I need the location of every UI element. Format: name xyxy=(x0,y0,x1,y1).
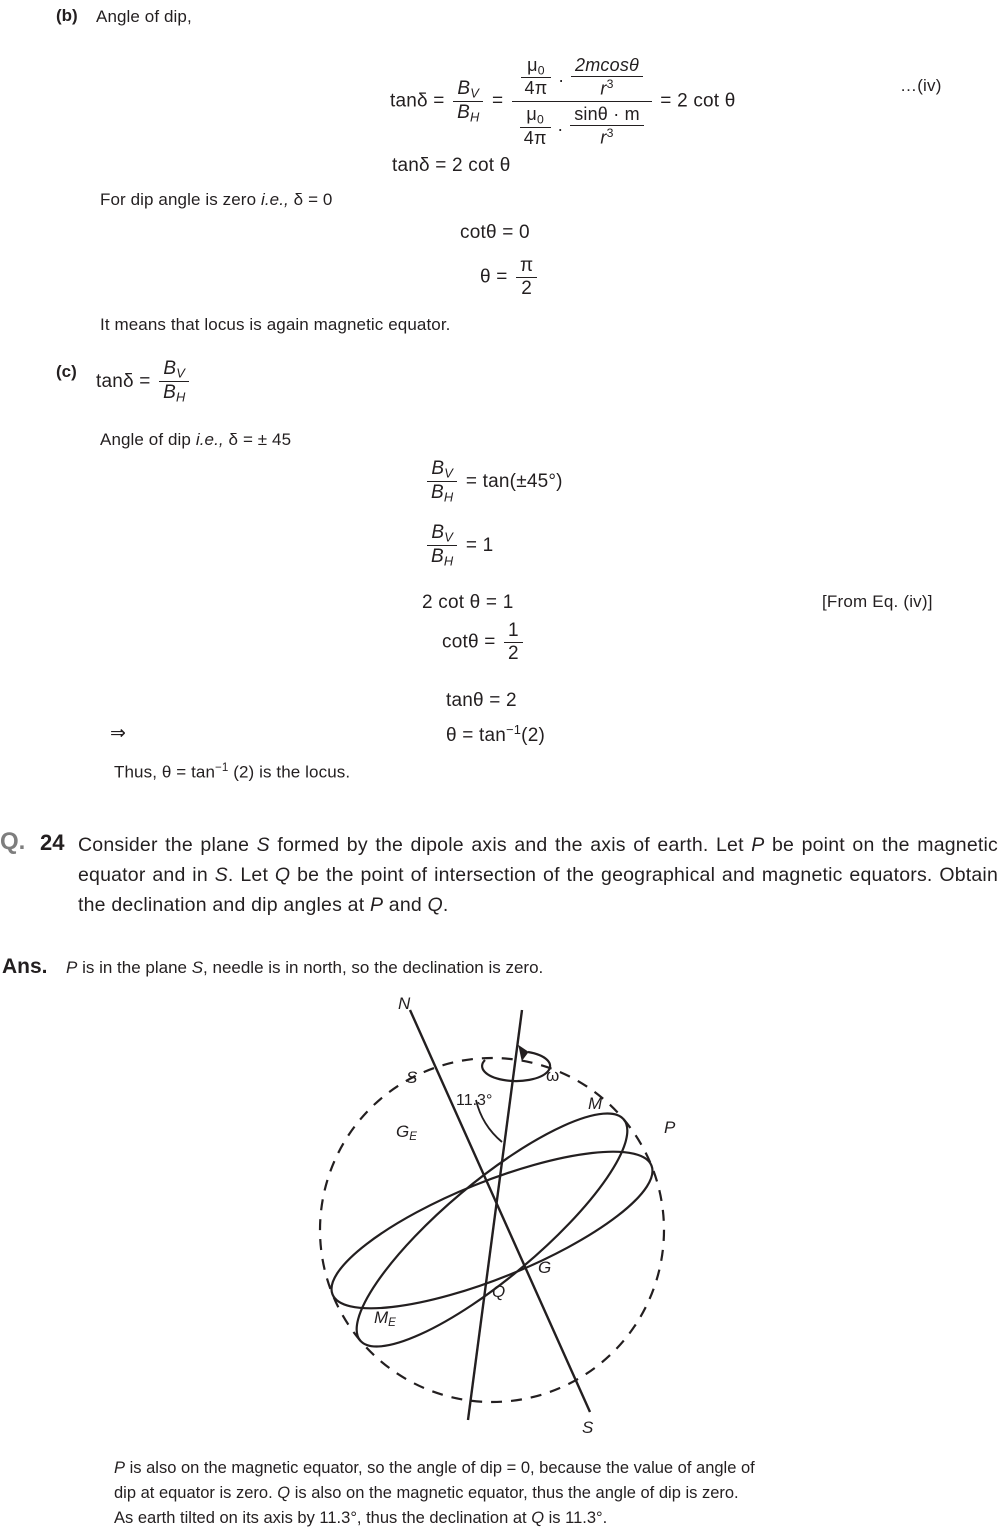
equation-dip-main xyxy=(390,55,736,148)
bv-2: B xyxy=(431,522,445,543)
label-dipole-north: S xyxy=(406,1068,418,1087)
ge-sub: E xyxy=(409,1131,417,1144)
bv-over-bh-1 xyxy=(427,458,457,506)
question-number: 24 xyxy=(40,830,65,855)
question-text: Consider the plane S formed by the dipole axis and the axis of earth. Let P be point on the magnetic equator and in S. Let Q be the point of intersection of the geographical and magnetic equators. Obtain the declination and dip angles at P and Q. xyxy=(78,834,998,916)
ge-letter: G xyxy=(396,1122,410,1141)
bh-1-sub: H xyxy=(443,490,454,506)
fourpi-top: 4π xyxy=(521,77,552,99)
label-geographic-equator xyxy=(396,1122,417,1143)
thus-part-a: Thus, θ = tan xyxy=(114,762,216,782)
sin-theta-m: sinθ · m xyxy=(574,104,640,125)
geographic-axis xyxy=(468,1010,522,1420)
two-m-cos-theta: 2mcosθ xyxy=(575,55,639,76)
bh-c-sub: H xyxy=(175,390,186,406)
me-sub: E xyxy=(388,1317,396,1330)
line-dip-zero: For dip angle is zero i.e., δ = 0 xyxy=(100,190,333,209)
section-c-label: (c) xyxy=(56,362,77,381)
bh-symbol: B xyxy=(457,102,470,124)
mu-bot-sub: 0 xyxy=(536,112,544,127)
fourpi-bot: 4π xyxy=(520,127,551,149)
bv-over-bh-2 xyxy=(427,522,457,570)
dot-top: . xyxy=(558,65,564,86)
eq-equals-1: = xyxy=(491,90,504,112)
bv-bh-fraction xyxy=(453,78,483,126)
bv-c: B xyxy=(163,358,177,379)
line-locus-equator: It means that locus is again magnetic equator. xyxy=(100,315,451,334)
label-omega: ω xyxy=(546,1066,560,1085)
tan-delta-lhs: tanδ = xyxy=(96,370,151,392)
bv-c-sub: V xyxy=(176,365,186,381)
equation-ratio-one xyxy=(424,522,493,570)
bh-2: B xyxy=(431,546,444,568)
equation-theta-pi-2 xyxy=(480,255,540,300)
equation-tan-delta-ratio xyxy=(96,358,192,406)
label-south-pole: S xyxy=(582,1418,594,1437)
sin-theta-m-over-r3 xyxy=(570,104,644,148)
arctan-arg: (2) xyxy=(521,725,545,747)
equation-theta-arctan2 xyxy=(446,722,545,747)
note-from-eq-iv: [From Eq. (iv)] xyxy=(822,592,933,611)
equation-2cot-one: 2 cot θ = 1 xyxy=(422,592,514,613)
question-tag: Q. xyxy=(0,828,26,855)
answer-intro: P is in the plane S, needle is in north, so the declination is zero. xyxy=(66,958,544,977)
bh-subscript: H xyxy=(469,109,480,125)
pi-num: π xyxy=(520,255,534,276)
figure-svg xyxy=(290,990,710,1440)
eq-result: = 2 cot θ xyxy=(660,90,736,112)
eq1-rhs: = tan(±45°) xyxy=(465,470,563,492)
bh-2-sub: H xyxy=(443,554,454,570)
section-b-label: (b) xyxy=(56,6,78,25)
r-top-exp: 3 xyxy=(606,76,614,91)
equation-tan-two: tanθ = 2 xyxy=(446,690,517,711)
equation-tan-delta-2cot: tanδ = 2 cot θ xyxy=(392,155,511,176)
footer-line-1: P is also on the magnetic equator, so the angle of dip = 0, because the value of angle of xyxy=(114,1459,755,1477)
one-over-two xyxy=(504,620,523,665)
dipole-axis xyxy=(410,1010,590,1412)
me-letter: M xyxy=(374,1308,389,1327)
eq-lhs: tanδ = xyxy=(390,90,445,112)
label-tilt-angle: 11.3° xyxy=(456,1092,493,1109)
dot-bot: . xyxy=(557,115,563,136)
label-magnetic-axis-m: M xyxy=(588,1094,603,1113)
label-point-p: P xyxy=(664,1118,676,1137)
arctan-exp: −1 xyxy=(506,722,522,737)
bv-over-bh-c xyxy=(159,358,189,406)
section-b-title: Angle of dip, xyxy=(96,7,192,26)
bv-subscript: V xyxy=(470,85,480,101)
bh-c: B xyxy=(163,382,176,404)
cot-lhs: cotθ = xyxy=(442,631,496,653)
one-num: 1 xyxy=(507,620,519,641)
label-north-pole: N xyxy=(398,994,411,1013)
footer-line-2: dip at equator is zero. Q is also on the magnetic equator, thus the angle of dip is zero. xyxy=(114,1484,739,1502)
mu-top: μ xyxy=(527,55,538,75)
mu-top-sub: 0 xyxy=(537,63,545,78)
bv-2-sub: V xyxy=(444,529,454,545)
bv-symbol: B xyxy=(457,77,471,99)
thus-part-b: (2) is the locus. xyxy=(228,762,351,782)
spin-arrow-head xyxy=(519,1046,528,1060)
equation-number-iv: …(iv) xyxy=(900,76,942,95)
theta-arctan: θ = tan xyxy=(446,725,507,747)
equation-cot-zero: cotθ = 0 xyxy=(460,222,530,243)
bv-1: B xyxy=(431,458,445,479)
r-top: r xyxy=(600,78,607,99)
line-dip-45: Angle of dip i.e., δ = ± 45 xyxy=(100,430,292,449)
bv-1-sub: V xyxy=(444,465,454,481)
answer-footer xyxy=(114,1456,994,1531)
pi-over-2 xyxy=(516,255,537,300)
mu0-over-4pi-bottom xyxy=(520,104,551,148)
thus-exp: −1 xyxy=(215,762,229,774)
moment-over-r3-top xyxy=(571,55,643,99)
r-bot: r xyxy=(600,127,607,148)
label-point-q: Q xyxy=(492,1282,506,1301)
r-bot-exp: 3 xyxy=(606,125,614,140)
bh-1: B xyxy=(431,482,444,504)
footer-line-3: As earth tilted on its axis by 11.3°, thus the declination at Q is 11.3°. xyxy=(114,1509,608,1527)
line-thus-locus xyxy=(114,762,350,782)
equation-cot-half xyxy=(442,620,526,665)
mu-bot: μ xyxy=(526,104,537,125)
mu0-over-4pi-top xyxy=(521,55,552,99)
theta-lhs: θ = xyxy=(480,266,508,288)
equation-ratio-tan45 xyxy=(424,458,563,506)
two-den-2: 2 xyxy=(504,642,523,665)
label-center-g: G xyxy=(538,1258,552,1277)
big-fraction xyxy=(512,55,652,148)
answer-tag: Ans. xyxy=(2,955,48,978)
earth-dipole-figure xyxy=(290,990,710,1440)
implies-arrow: ⇒ xyxy=(110,723,127,744)
two-den: 2 xyxy=(516,277,537,300)
eq2-rhs: = 1 xyxy=(465,534,494,556)
label-magnetic-equator xyxy=(374,1308,396,1329)
